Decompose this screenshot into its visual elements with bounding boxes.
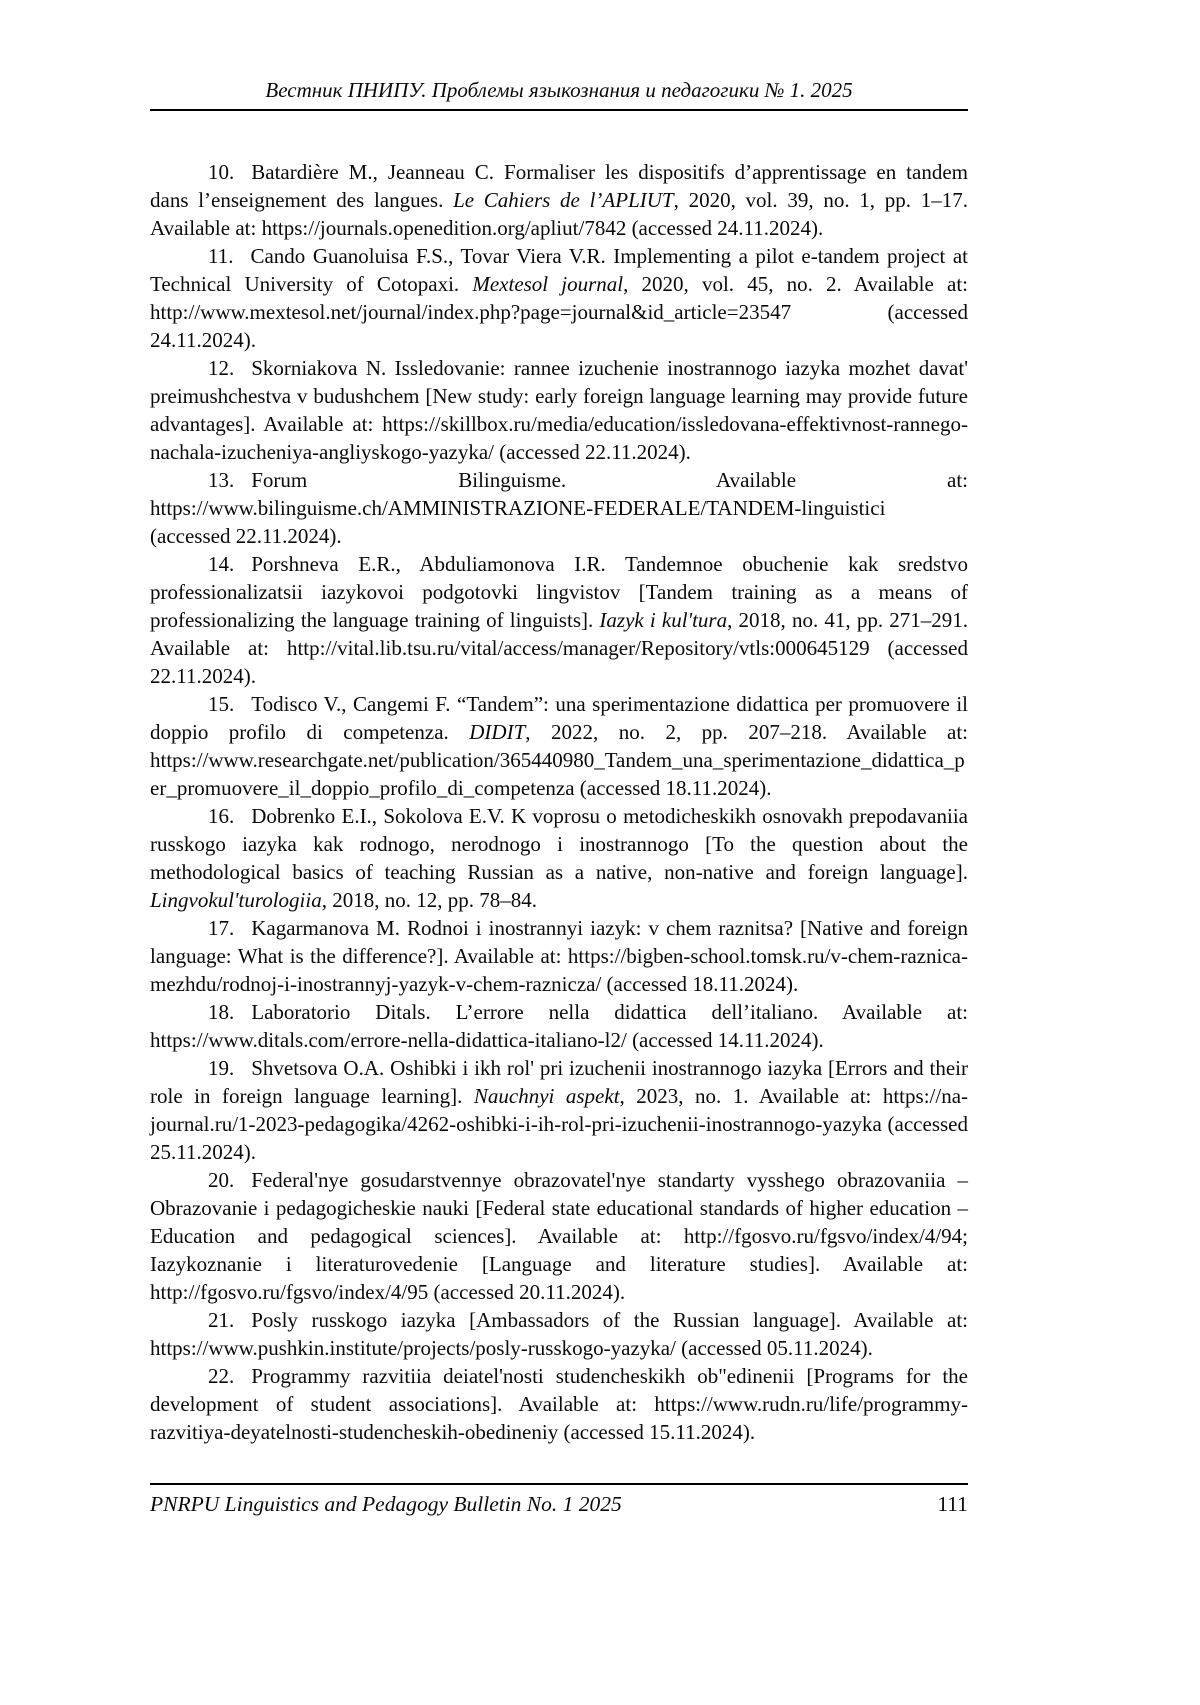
reference-journal-title: DIDIT — [469, 720, 526, 744]
reference-text: , 2018, no. 41, pp. 271–291. Available at: http://vital.lib.tsu.ru/vital/access/manager/Repository/vtls:000645129 (accessed 22.11.2024). — [150, 608, 969, 688]
reference-item — [150, 1166, 968, 1306]
reference-item — [150, 158, 968, 242]
reference-item — [150, 690, 968, 802]
reference-journal-title: Le Cahiers de l’APLIUT — [453, 188, 674, 212]
reference-item — [150, 914, 968, 998]
reference-text: Skorniakova N. Issledovanie: rannee izuchenie inostrannogo iazyka mozhet davat' preimushchestva v budushchem [New study: early foreign language learning may provide future advantages]. Available at: https://skillbox.ru/media/education/issledovana-effektivnost-rannego-nachala-izucheniya-angliyskogo-yazyka/ (accessed 22.11.2024). — [150, 356, 968, 464]
reference-item — [150, 1306, 968, 1362]
header-rule — [150, 109, 968, 111]
reference-number: 20. — [208, 1168, 235, 1192]
reference-number: 17. — [208, 916, 235, 940]
reference-text: Forum Bilinguisme. Available at: https://www.bilinguisme.ch/AMMINISTRAZIONE-FEDERALE/TANDEM-linguistici (accessed 22.11.2024). — [150, 468, 968, 548]
reference-number: 15. — [208, 692, 235, 716]
reference-text: Todisco V., Cangemi F. “Tandem”: una sperimentazione didattica per promuovere il doppio profilo di competenza. — [150, 692, 968, 744]
reference-item — [150, 354, 968, 466]
reference-number: 19. — [208, 1056, 235, 1080]
footer-journal-title: PNRPU Linguistics and Pedagogy Bulletin No. 1 2025 — [150, 1492, 622, 1516]
reference-item — [150, 1054, 968, 1166]
reference-item — [150, 550, 968, 690]
reference-journal-title: Lingvokul'turologiia — [150, 888, 322, 912]
reference-journal-title: Iazyk i kul'tura — [599, 608, 728, 632]
reference-text: Programmy razvitiia deiatel'nosti studencheskikh ob"edinenii [Programs for the development of student associations]. Available at: https://www.rudn.ru/life/programmy-razvitiya-deyatelnosti-studencheskih-obedineniy (accessed 15.11.2024). — [150, 1364, 968, 1444]
reference-text: Cando Guanoluisa F.S., Tovar Viera V.R. Implementing a pilot e-tandem project at Technical University of Cotopaxi. — [150, 244, 968, 296]
reference-text: Batardière M., Jeanneau C. Formaliser les dispositifs d’apprentissage en tandem dans l’enseignement des langues. — [150, 160, 968, 212]
reference-number: 13. — [208, 468, 235, 492]
reference-number: 11. — [208, 244, 234, 268]
page-number: 111 — [937, 1492, 968, 1516]
reference-text: , 2023, no. 1. Available at: https://na-journal.ru/1-2023-pedagogika/4262-oshibki-i-ih-rol-pri-izuchenii-inostrannogo-yazyka (accessed 25.11.2024). — [150, 1084, 969, 1164]
reference-journal-title: Nauchnyi aspekt — [473, 1084, 620, 1108]
reference-text: Dobrenko E.I., Sokolova E.V. K voprosu o metodicheskikh osnovakh prepodavaniia russkogo iazyka kak rodnogo, nerodnogo i inostrannogo [To the question about the methodological basics of teaching Russian as a native, non-native and foreign language]. — [150, 804, 968, 884]
reference-number: 21. — [208, 1308, 235, 1332]
reference-number: 16. — [208, 804, 235, 828]
reference-text: , 2018, no. 12, pp. 78–84. — [321, 888, 537, 912]
page-footer — [150, 1483, 968, 1517]
reference-text: , 2020, vol. 45, no. 2. Available at: http://www.mextesol.net/journal/index.php?page=journal&id_article=23547 (accessed 24.11.2024). — [150, 272, 968, 352]
reference-number: 14. — [208, 552, 235, 576]
running-head-title: Вестник ПНИПУ. Проблемы языкознания и педагогики № 1. 2025 — [265, 78, 853, 102]
reference-item — [150, 802, 968, 914]
references-list — [150, 158, 968, 1446]
reference-text: Porshneva E.R., Abduliamonova I.R. Tandemnoe obuchenie kak sredstvo professionalizatsii iazykovoi podgotovki lingvistov [Tandem training as a means of professionalizing the language training of linguists]. — [150, 552, 968, 632]
reference-number: 10. — [208, 160, 235, 184]
reference-text: Kagarmanova M. Rodnoi i inostrannyi iazyk: v chem raznitsa? [Native and foreign language: What is the difference?]. Available at: https://bigben-school.tomsk.ru/v-chem-raznica-mezhdu/rodnoj-i-inostrannyj-yazyk-v-chem-raznicza/ (accessed 18.11.2024). — [150, 916, 968, 996]
footer-row — [150, 1492, 968, 1517]
reference-text: Federal'nye gosudarstvennye obrazovatel'nye standarty vysshego obrazovaniia – Obrazovanie i pedagogicheskie nauki [Federal state educational standards of higher education – Education and pedagogical sciences]. Available at: http://fgosvo.ru/fgsvo/index/4/94; Iazykoznanie i literaturovedenie [Language and literature studies]. Available at: http://fgosvo.ru/fgsvo/index/4/95 (accessed 20.11.2024). — [150, 1168, 968, 1304]
reference-text: Shvetsova O.A. Oshibki i ikh rol' pri izuchenii inostrannogo iazyka [Errors and their role in foreign language learning]. — [150, 1056, 968, 1108]
reference-number: 22. — [208, 1364, 235, 1388]
reference-item — [150, 998, 968, 1054]
reference-item — [150, 466, 968, 550]
reference-text: Posly russkogo iazyka [Ambassadors of the Russian language]. Available at: https://www.pushkin.institute/projects/posly-russkogo-yazyka/ (accessed 05.11.2024). — [150, 1308, 968, 1360]
reference-item — [150, 242, 968, 354]
footer-rule — [150, 1483, 968, 1485]
reference-text: , 2020, vol. 39, no. 1, pp. 1–17. Available at: https://journals.openedition.org/apliut/7842 (accessed 24.11.2024). — [150, 188, 969, 240]
reference-text: Laboratorio Ditals. L’errore nella didattica dell’italiano. Available at: https://www.ditals.com/errore-nella-didattica-italiano-l2/ (accessed 14.11.2024). — [150, 1000, 968, 1052]
reference-number: 18. — [208, 1000, 235, 1024]
reference-journal-title: Mextesol journal — [472, 272, 624, 296]
reference-item — [150, 1362, 968, 1446]
page-header — [150, 78, 968, 111]
reference-text: , 2022, no. 2, pp. 207–218. Available at: https://www.researchgate.net/publication/365440980_Tandem_una_sperimentazione_didattica_per_promuovere_il_doppio_profilo_di_competenza (accessed 18.11.2024). — [150, 720, 969, 800]
reference-number: 12. — [208, 356, 235, 380]
